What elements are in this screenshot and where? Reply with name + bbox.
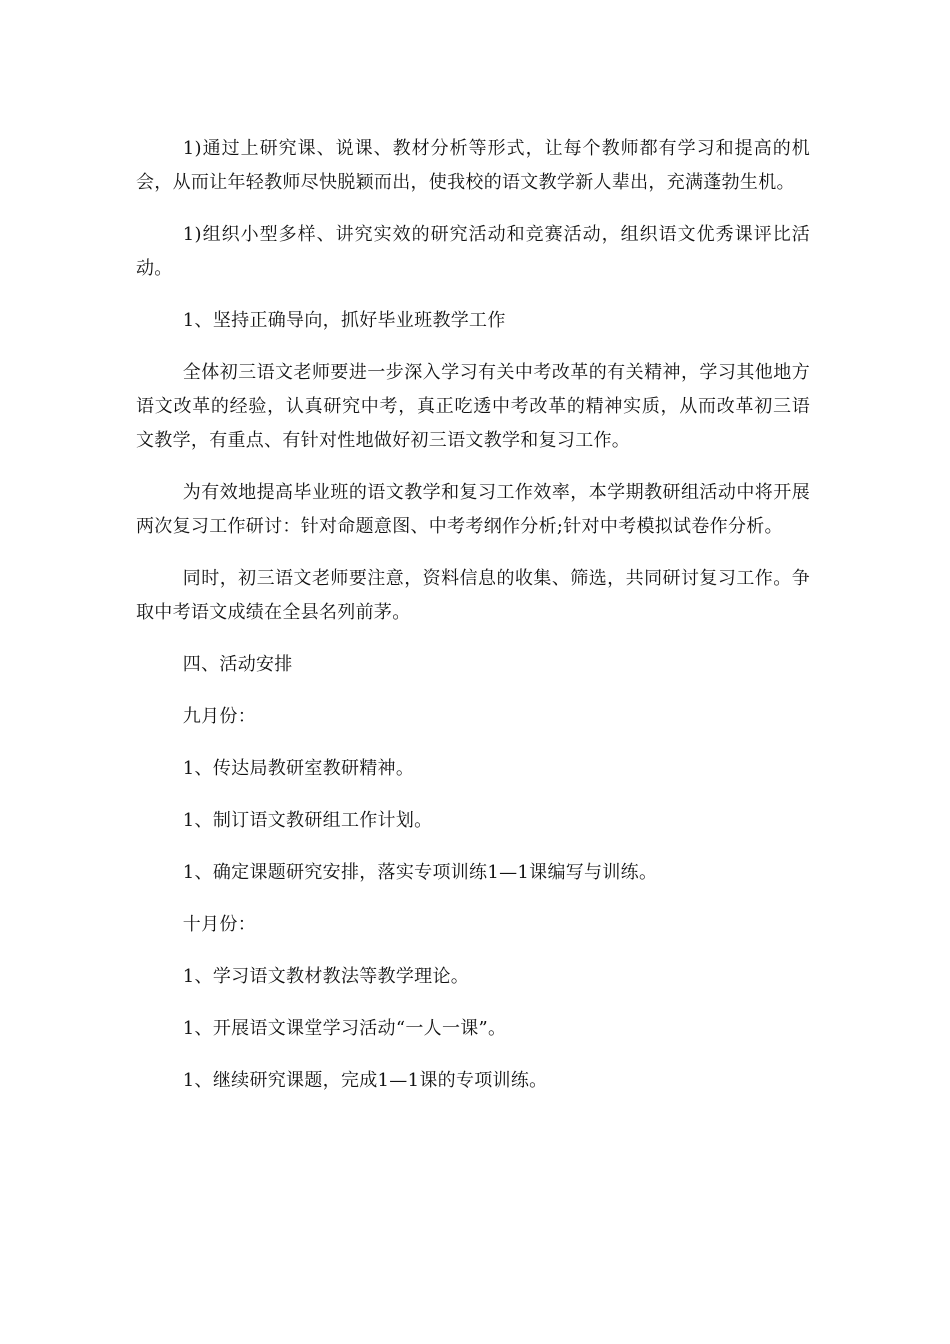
month-heading-october: 十月份： [182, 914, 256, 935]
month-heading-september: 九月份： [182, 706, 256, 727]
list-item: 1、学习语文教材教法等教学理论。 [182, 966, 470, 987]
paragraph-3: 全体初三语文老师要进一步深入学习有关中考改革的有关精神，学习其他地方语文改革的经验，认真研究中考，真正吃透中考改革的精神实质，从而改革初三语文教学，有重点、有针对性地做好初三语文教学和复习工作。 [136, 362, 810, 451]
list-item: 1、开展语文课堂学习活动“一人一课”。 [182, 1018, 507, 1039]
list-item: 1、制订语文教研组工作计划。 [182, 810, 433, 831]
document-body [136, 132, 810, 1116]
list-item: 1、传达局教研室教研精神。 [182, 758, 415, 779]
paragraph-4: 为有效地提高毕业班的语文教学和复习工作效率，本学期教研组活动中将开展两次复习工作研讨：针对命题意图、中考考纲作分析;针对中考模拟试卷作分析。 [136, 482, 810, 537]
list-item: 1、继续研究课题，完成1—1课的专项训练。 [182, 1070, 548, 1091]
paragraph-2: 1)组织小型多样、讲究实效的研究活动和竞赛活动，组织语文优秀课评比活动。 [136, 224, 810, 279]
section-heading-activities: 四、活动安排 [182, 654, 293, 675]
section-heading-1: 1、坚持正确导向，抓好毕业班教学工作 [182, 310, 506, 331]
paragraph-1: 1)通过上研究课、说课、教材分析等形式，让每个教师都有学习和提高的机会，从而让年轻教师尽快脱颖而出，使我校的语文教学新人辈出，充满蓬勃生机。 [136, 138, 810, 193]
list-item: 1、确定课题研究安排，落实专项训练1—1课编写与训练。 [182, 862, 658, 883]
paragraph-5: 同时，初三语文老师要注意，资料信息的收集、筛选，共同研讨复习工作。争取中考语文成绩在全县名列前茅。 [136, 568, 810, 623]
